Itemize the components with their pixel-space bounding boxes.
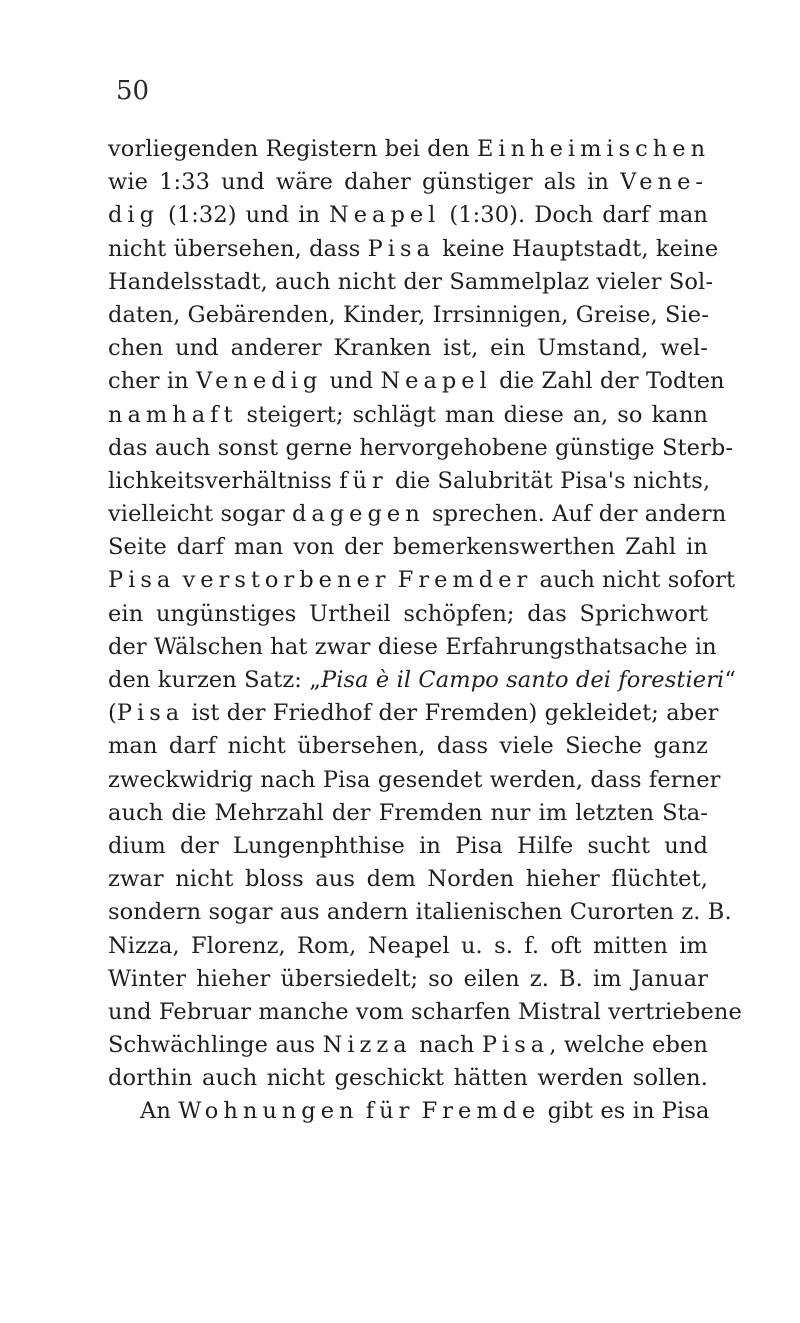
text-line [108,863,708,896]
text-run: An [140,1098,179,1125]
text-line [108,697,719,730]
text-line [108,896,732,929]
text-run: Winter hieher übersiedelt; so eilen z. B. im Januar [108,965,708,992]
text-run: wie 1:33 und wäre daher günstiger als in [108,169,621,196]
text-run: Handelsstadt, auch nicht der Sammelplaz vieler Sol- [108,268,714,295]
text-line [108,1029,708,1062]
text-run: vielleicht sogar [108,501,292,528]
text-line [108,730,708,763]
text-line [108,564,736,597]
text-run: sondern sogar aus andern italienischen Curorten z. B. [108,899,732,926]
text-line [108,332,708,365]
spaced-emphasis: dagegen [291,501,425,528]
text-run: ( [108,700,117,727]
spaced-emphasis: Vene- [620,169,708,196]
text-run: keine Hauptstadt, keine [434,235,719,262]
text-line [108,664,736,697]
text-line [108,963,708,996]
text-run: dorthin auch nicht geschickt hätten werden sollen. [108,1065,708,1092]
italic-quote: Pisa è il Campo santo dei forestieri [320,667,725,693]
text-run: Schwächlinge aus [108,1032,323,1059]
text-run: (1:30). Doch darf man [440,202,708,229]
text-run: (1:32) und in [159,202,330,229]
spaced-emphasis: namhaft [108,401,238,428]
text-run [359,1098,366,1124]
spaced-emphasis: Nizza [322,1032,412,1059]
spaced-emphasis: Neapel [329,202,441,229]
spaced-emphasis: für [339,467,388,494]
text-run [391,567,398,593]
page-number: 50 [116,76,150,106]
text-line [108,299,708,332]
text-run: der Wälschen hat zwar diese Erfahrungsthatsache in [108,633,717,660]
text-line [108,233,719,266]
text-run: und Februar manche vom scharfen Mistral vertriebene [108,998,742,1025]
text-line [108,498,727,531]
text-run: das auch sonst gerne hervorgehobene günstige Sterb- [108,434,734,461]
spaced-emphasis: Fremder [397,567,533,594]
text-run: daten, Gebärenden, Kinder, Irrsinnigen, Greise, Sie- [108,301,709,328]
text-run: den kurzen Satz: „ [108,667,321,693]
spaced-emphasis: Pisa [481,1032,550,1059]
spaced-emphasis: Pisa [367,235,435,262]
text-run [175,567,182,593]
text-line [108,465,711,498]
text-run [414,1098,421,1124]
text-run: zwar nicht bloss aus dem Norden hieher flüchtet, [108,866,708,893]
text-line [108,399,708,432]
text-line [108,797,708,830]
text-run: auch die Mehrzahl der Fremden nur im letzten Sta- [108,799,708,826]
text-run: die Salubrität Pisa's nichts, [387,467,711,494]
text-run: nicht übersehen, dass [108,235,368,262]
text-line [108,764,721,797]
text-line [108,598,708,631]
text-line [108,930,708,963]
text-line [108,133,711,166]
text-line [108,1062,708,1095]
spaced-emphasis: Neapel [380,368,492,395]
spaced-emphasis: verstorbener [182,567,391,594]
text-run: gibt es in Pisa [540,1098,710,1125]
text-run: ist der Friedhof der Fremden) gekleidet; aber [184,700,719,727]
spaced-emphasis: Pisa [116,700,185,727]
text-line [108,166,708,199]
text-run: ein ungünstiges Urtheil schöpfen; das Sprichwort [108,600,708,627]
spaced-emphasis: für [365,1098,415,1125]
text-line [108,266,714,299]
text-line [108,631,717,664]
text-line [108,432,734,465]
text-run: Seite darf man von der bemerkenswerthen Zahl in [108,534,708,561]
spaced-emphasis: Wohnungen [178,1098,359,1125]
text-line [108,365,725,398]
text-run: sprechen. Auf der andern [424,501,727,528]
text-run: steigert; schlägt man diese an, so kann [237,401,708,428]
spaced-emphasis: Fremde [421,1098,541,1125]
text-line [108,996,742,1029]
body-text [108,133,742,1129]
text-run: vorliegenden Registern bei den [108,136,477,162]
text-run: “ [724,667,736,693]
text-run: man darf nicht übersehen, dass viele Sieche ganz [108,733,708,760]
text-run: Nizza, Florenz, Rom, Neapel u. s. f. oft mitten im [108,932,708,959]
spaced-emphasis: Einheimischen [476,136,711,162]
text-run: lichkeitsverhältniss [108,467,340,494]
text-run: , welche eben [549,1032,708,1059]
text-run: dium der Lungenphthise in Pisa Hilfe sucht und [108,832,708,859]
text-run: die Zahl der Todten [491,368,725,395]
spaced-emphasis: Venedig [195,368,323,395]
text-line [108,199,708,232]
text-run: chen und anderer Kranken ist, ein Umstand, wel- [108,335,708,362]
text-run: nach [411,1032,482,1059]
text-line [108,1095,708,1128]
text-run: und [322,368,381,395]
text-run: auch nicht sofort [532,567,736,594]
text-run: cher in [108,368,196,395]
spaced-emphasis: Pisa [108,567,176,594]
text-line [108,830,708,863]
text-run: zweckwidrig nach Pisa gesendet werden, dass ferner [108,766,721,793]
text-line [108,531,708,564]
spaced-emphasis: dig [108,202,160,229]
